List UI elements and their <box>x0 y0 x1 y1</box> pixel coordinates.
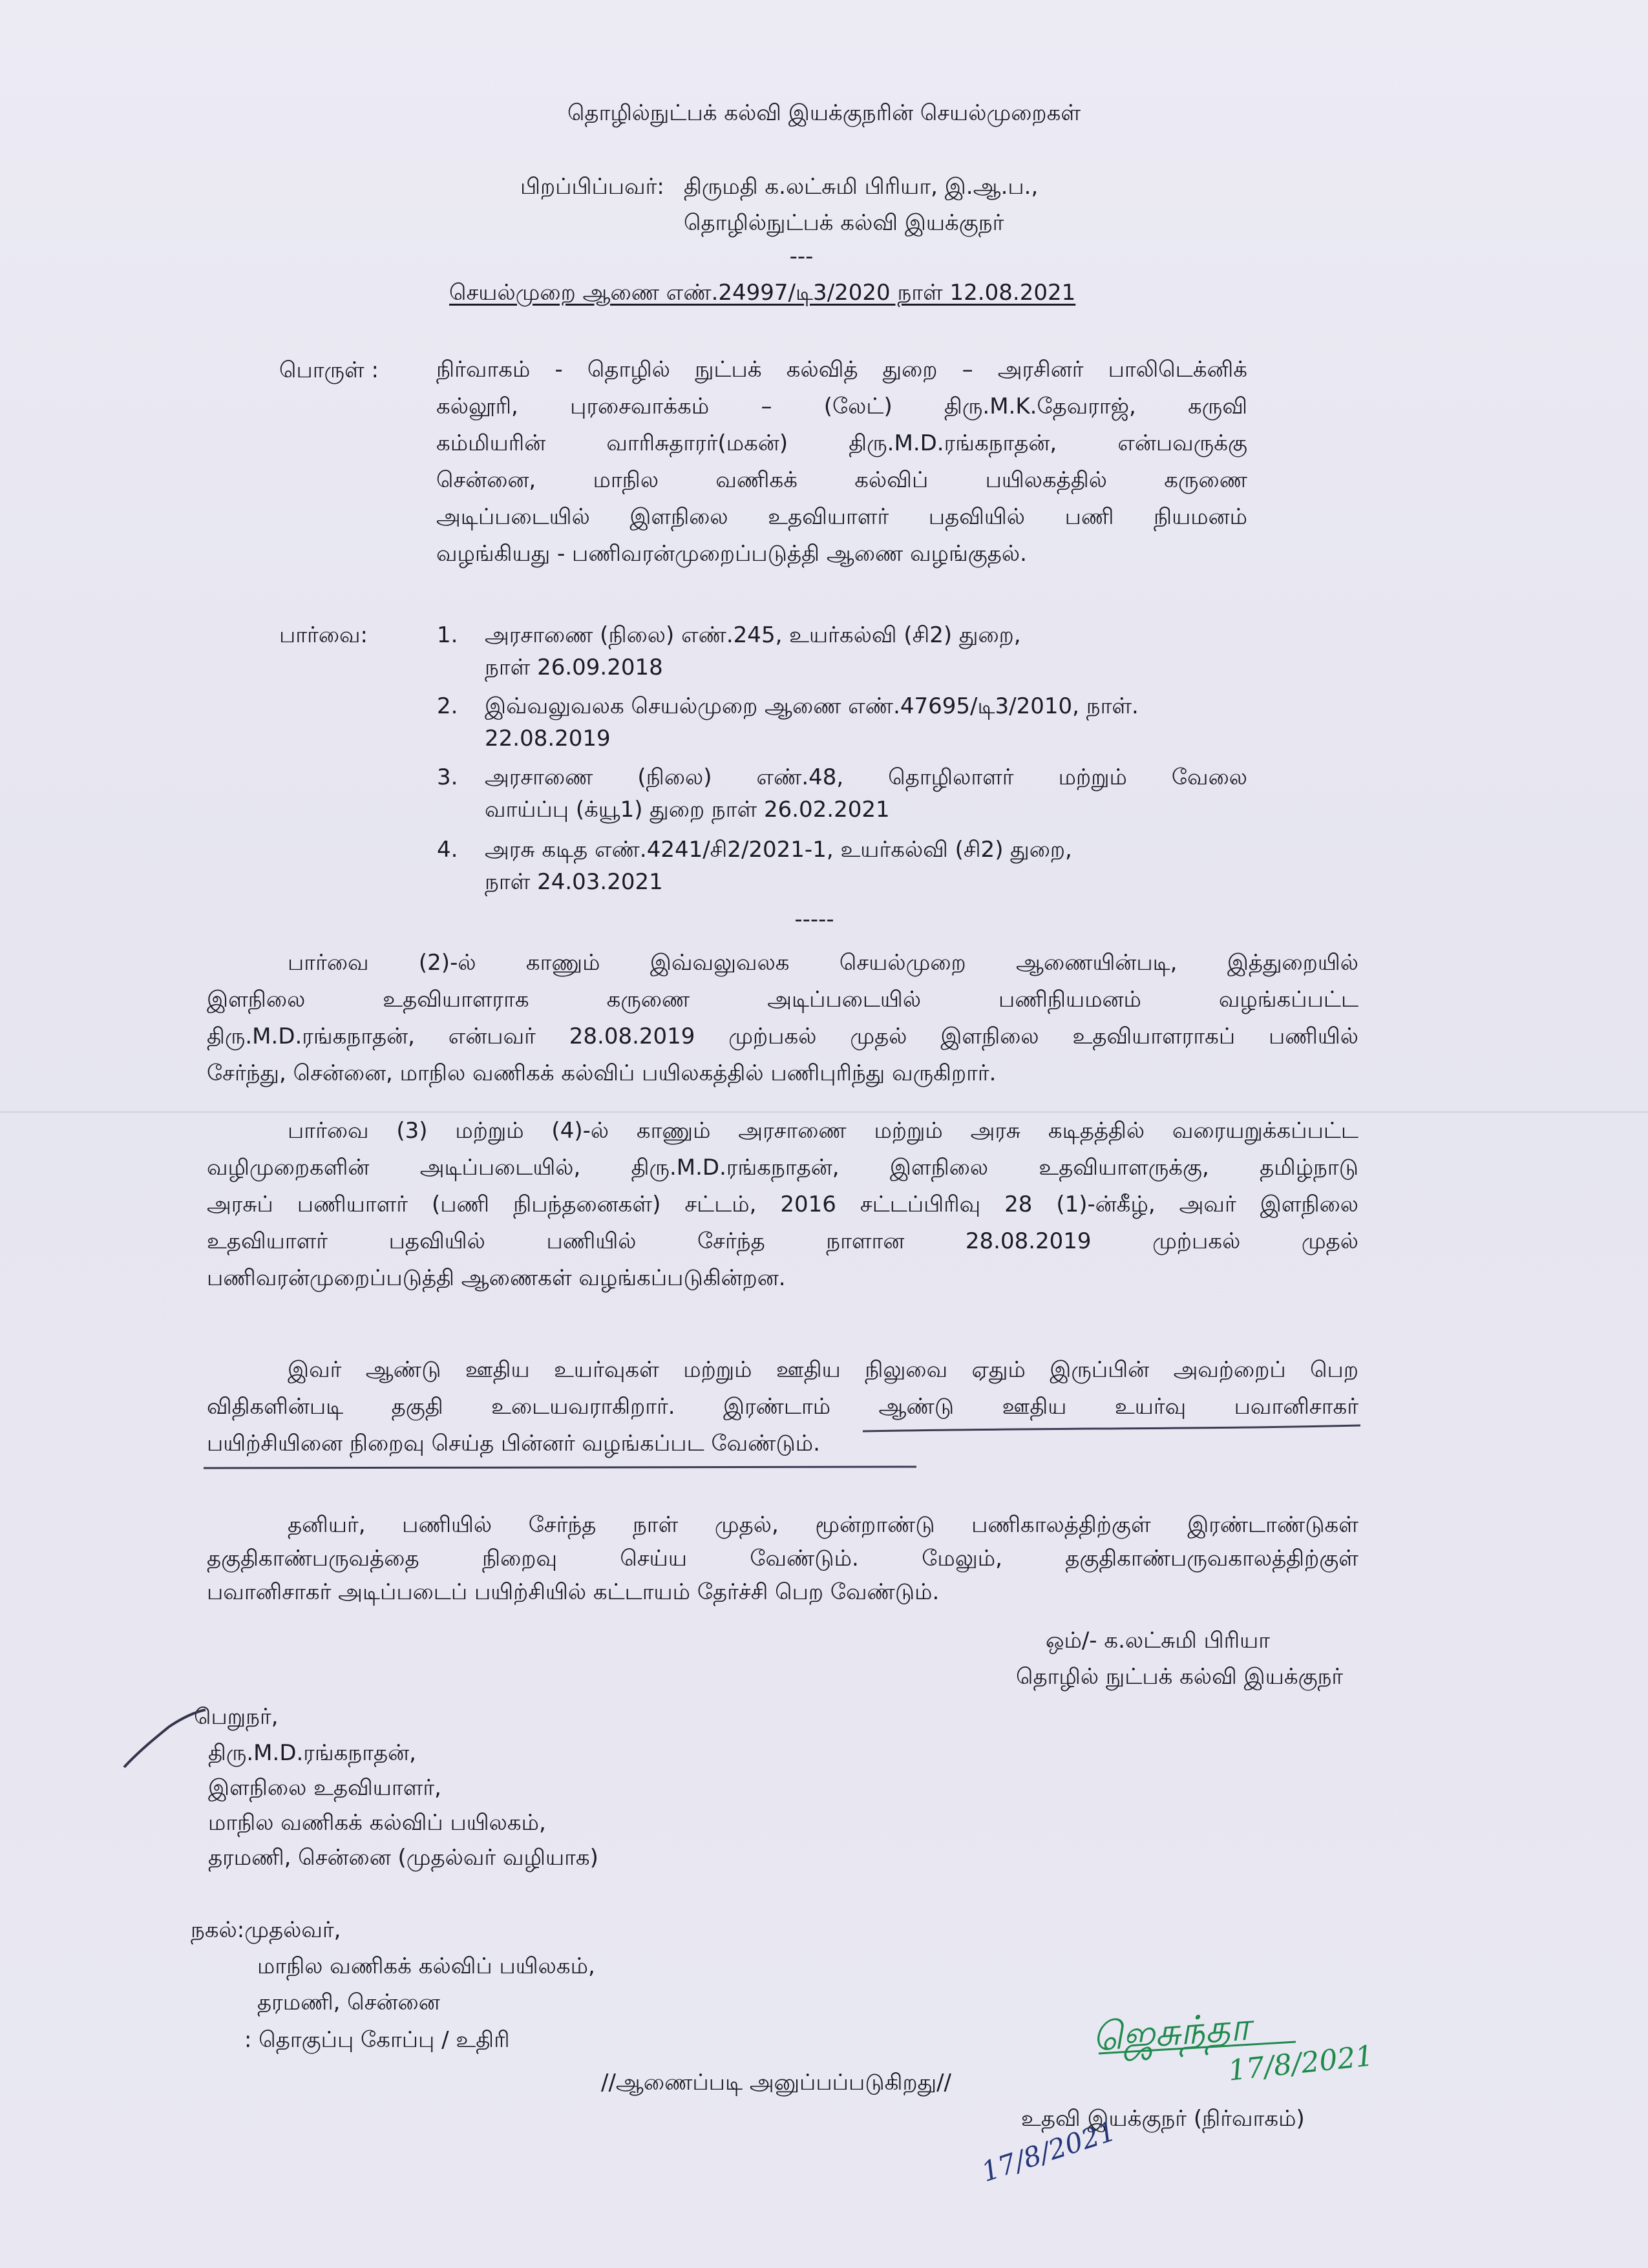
paragraph-line: தகுதிகாண்பருவத்தை நிறைவு செய்ய வேண்டும். மேலும், தகுதிகாண்பருவகாலத்திற்குள் <box>207 1546 1358 1571</box>
paragraph-line: பார்வை (3) மற்றும் (4)-ல் காணும் அரசாணை மற்றும் அரசு கடிதத்தில் வரையறுக்கப்பட்ட <box>288 1118 1358 1144</box>
handwritten-initial-date: 17/8/2021 <box>977 2114 1120 2189</box>
paragraph-line: பவானிசாகர் அடிப்படைப் பயிற்சியில் கட்டாயம் தேர்ச்சி பெற வேண்டும். <box>207 1579 940 1605</box>
reference-line: அரசாணை (நிலை) எண்.245, உயர்கல்வி (சி2) துறை, <box>485 622 1021 648</box>
handwritten-date: 17/8/2021 <box>1226 2039 1375 2088</box>
subject-line: சென்னை, மாநில வணிகக் கல்விப் பயிலகத்தில் கருணை <box>436 467 1247 493</box>
reference-number: 4. <box>437 837 458 863</box>
copy-label: நகல்:முதல்வர், <box>191 1917 341 1943</box>
reference-line: நாள் 26.09.2018 <box>485 655 663 680</box>
paragraph-line: இளநிலை உதவியாளராக கருணை அடிப்படையில் பணிநியமனம் வழங்கப்பட்ட <box>207 987 1358 1013</box>
copy-line: தரமணி, சென்னை <box>257 1990 440 2015</box>
recipient-line: தரமணி, சென்னை (முதல்வர் வழியாக) <box>208 1845 598 1871</box>
director-designation: தொழில் நுட்பக் கல்வி இயக்குநர் <box>1016 1664 1344 1690</box>
paragraph-line: பணிவரன்முறைப்படுத்தி ஆணைகள் வழங்கப்படுகின்றன. <box>207 1265 786 1291</box>
reference-number: 1. <box>437 622 458 648</box>
paragraph-line: சேர்ந்து, சென்னை, மாநில வணிகக் கல்விப் பயிலகத்தில் பணிபுரிந்து வருகிறார். <box>207 1060 997 1086</box>
paragraph-line: பயிற்சியினை நிறைவு செய்த பின்னர் வழங்கப்பட வேண்டும். <box>207 1431 820 1456</box>
subject-line: வழங்கியது - பணிவரன்முறைப்படுத்தி ஆணை வழங்குதல். <box>436 541 1027 567</box>
recipient-label: பெறுநர், <box>194 1704 279 1730</box>
subject-line: கம்மியரின் வாரிசுதாரர்(மகன்) திரு.M.D.ரங்கநாதன், என்பவருக்கு <box>436 430 1247 456</box>
reference-line: வாய்ப்பு (க்யூ1) துறை நாள் 26.02.2021 <box>485 797 890 823</box>
subject-line: நிர்வாகம் - தொழில் நுட்பக் கல்வித் துறை – அரசினர் பாலிடெக்னிக் <box>436 357 1247 383</box>
recipient-line: இளநிலை உதவியாளர், <box>208 1775 441 1801</box>
handwritten-signature: ஜெசுந்தா <box>1090 2004 1252 2061</box>
issuer-name: திருமதி க.லட்சுமி பிரியா, இ.ஆ.ப., <box>684 174 1039 200</box>
references-separator: ----- <box>794 907 834 932</box>
paragraph-line: விதிகளின்படி தகுதி உடையவராகிறார். இரண்டாம் ஆண்டு ஊதிய உயர்வு பவானிசாகர் <box>207 1394 1358 1420</box>
paragraph-line: உதவியாளர் பதவியில் பணியில் சேர்ந்த நாளான 28.08.2019 முற்பகல் முதல் <box>207 1228 1358 1254</box>
issuer-designation: தொழில்நுட்பக் கல்வி இயக்குநர் <box>684 210 1004 236</box>
reference-line: இவ்வலுவலக செயல்முறை ஆணை எண்.47695/டி3/2010, நாள். <box>485 693 1139 719</box>
header-separator: --- <box>789 244 814 269</box>
paragraph-line: வழிமுறைகளின் அடிப்படையில், திரு.M.D.ரங்கநாதன், இளநிலை உதவியாளருக்கு, தமிழ்நாடு <box>207 1155 1358 1181</box>
issuer-prefix: பிறப்பிப்பவர்: <box>520 174 664 200</box>
recipient-line: மாநில வணிகக் கல்விப் பயிலகம், <box>208 1810 546 1836</box>
forwarded-note: //ஆணைப்படி அனுப்பப்படுகிறது// <box>601 2070 951 2095</box>
document-title: தொழில்நுட்பக் கல்வி இயக்குநரின் செயல்முறைகள் <box>567 100 1081 126</box>
copy-line: மாநில வணிகக் கல்விப் பயிலகம், <box>257 1953 595 1979</box>
order-reference: செயல்முறை ஆணை எண்.24997/டி3/2020 நாள் 12.08.2021 <box>449 280 1076 306</box>
reference-line: அரசு கடித எண்.4241/சி2/2021-1, உயர்கல்வி (சி2) துறை, <box>485 837 1072 863</box>
paragraph-line: தனியர், பணியில் சேர்ந்த நாள் முதல், மூன்றாண்டு பணிகாலத்திற்குள் இரண்டாண்டுகள் <box>288 1512 1358 1538</box>
paragraph-line: பார்வை (2)-ல் காணும் இவ்வலுவலக செயல்முறை ஆணையின்படி, இத்துறையில் <box>288 950 1358 976</box>
paragraph-line: அரசுப் பணியாளர் (பணி நிபந்தனைகள்) சட்டம், 2016 சட்டப்பிரிவு 28 (1)-ன்கீழ், அவர் இளநிலை <box>207 1192 1358 1217</box>
subject-line: கல்லூரி, புரசைவாக்கம் – (லேட்) திரு.M.K.தேவராஜ், கருவி <box>436 394 1247 419</box>
subject-label: பொருள் : <box>279 357 379 383</box>
copy-line: : தொகுப்பு கோப்பு / உதிரி <box>244 2027 510 2053</box>
recipient-line: திரு.M.D.ரங்கநாதன், <box>208 1740 416 1766</box>
reference-line: 22.08.2019 <box>485 726 611 751</box>
reference-number: 3. <box>437 764 458 790</box>
references-label: பார்வை: <box>279 622 368 648</box>
subject-line: அடிப்படையில் இளநிலை உதவியாளர் பதவியில் பணி நியமனம் <box>436 504 1247 530</box>
assistant-designation: உதவி இயக்குநர் (நிர்வாகம்) <box>1021 2106 1305 2132</box>
reference-line: அரசாணை (நிலை) எண்.48, தொழிலாளர் மற்றும் வேலை <box>485 764 1247 790</box>
reference-line: நாள் 24.03.2021 <box>485 869 663 895</box>
reference-number: 2. <box>437 693 458 719</box>
paragraph-line: இவர் ஆண்டு ஊதிய உயர்வுகள் மற்றும் ஊதிய நிலுவை ஏதும் இருப்பின் அவற்றைப் பெற <box>288 1357 1358 1383</box>
signed-name: ஒம்/- க.லட்சுமி பிரியா <box>1046 1628 1271 1654</box>
paragraph-line: திரு.M.D.ரங்கநாதன், என்பவர் 28.08.2019 முற்பகல் முதல் இளநிலை உதவியாளராகப் பணியில் <box>207 1024 1358 1049</box>
